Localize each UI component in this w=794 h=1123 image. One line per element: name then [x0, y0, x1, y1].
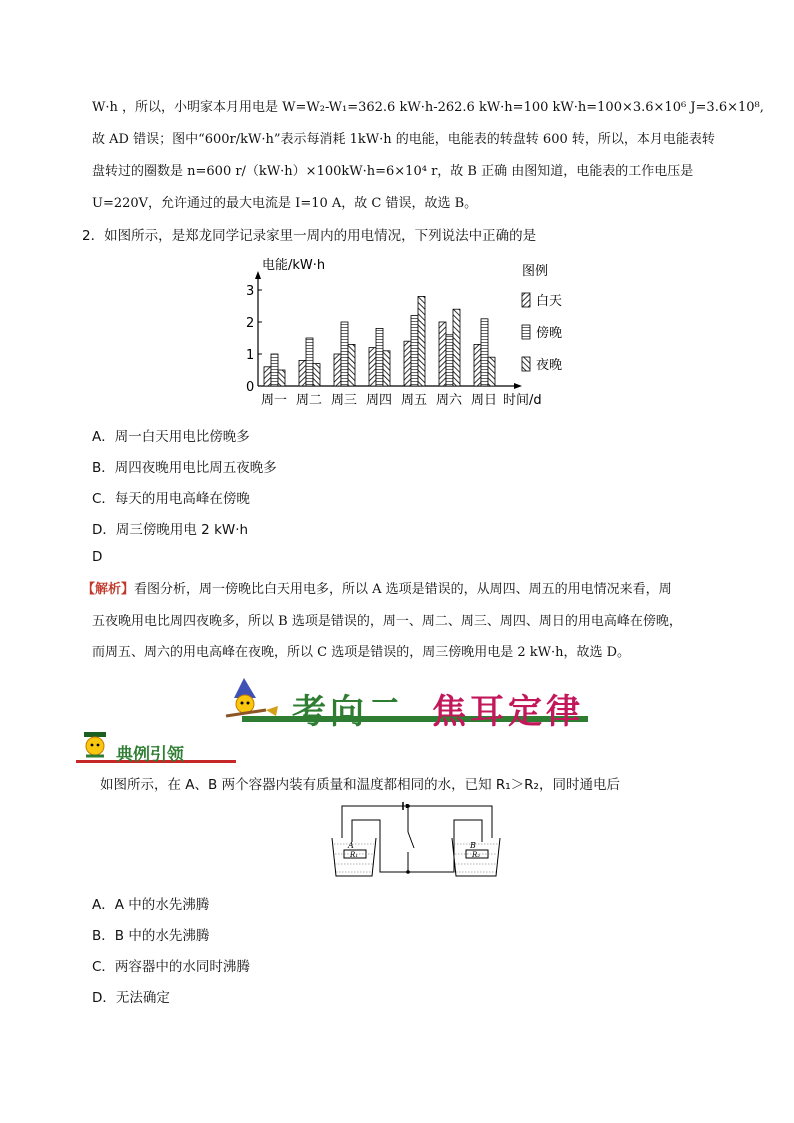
- q3-option-a[interactable]: A．A 中的水先沸腾: [92, 897, 210, 913]
- y-tick-label: 0: [246, 380, 255, 395]
- question-2-stem: 2．如图所示，是郑龙同学记录家里一周内的用电情况，下列说法中正确的是: [82, 228, 537, 244]
- wizard-mascot-icon: [226, 678, 278, 716]
- bar-周六-夜晚: [453, 309, 460, 386]
- q2-option-b[interactable]: B．周四夜晚用电比周五夜晚多: [92, 460, 277, 476]
- label-r2: R₂: [472, 851, 481, 859]
- legend-swatch-夜晚: [522, 357, 530, 371]
- x-tick-label: 周六: [436, 393, 463, 408]
- student-mascot-icon: [84, 732, 106, 756]
- solution-line-2: 故 AD 错误；图中“600r/kW·h”表示每消耗 1kW·h 的电能，电能表的转盘转 600 转，所以，本月电能表转: [92, 132, 715, 147]
- q2-option-a[interactable]: A．周一白天用电比傍晚多: [92, 429, 250, 445]
- bar-周三-夜晚: [348, 344, 355, 386]
- bar-周五-傍晚: [411, 316, 418, 386]
- circuit-outer-wire: [342, 806, 492, 838]
- bar-周三-傍晚: [341, 322, 348, 386]
- label-container-a: A: [348, 841, 354, 850]
- energy-bar-chart: [240, 255, 563, 415]
- legend-swatch-白天: [522, 293, 530, 307]
- bar-周日-傍晚: [481, 319, 488, 386]
- bar-周五-夜晚: [418, 296, 425, 386]
- badge-label-text: 典例引领: [116, 745, 184, 765]
- legend-swatch-傍晚: [522, 325, 530, 339]
- section-title-part1: 考向二: [292, 692, 406, 732]
- question-3-stem: 如图所示，在 A、B 两个容器内装有质量和温度都相同的水，已知 R₁＞R₂，同时通电后: [100, 777, 620, 793]
- bar-周日-夜晚: [488, 357, 495, 386]
- q2-answer: D: [92, 549, 103, 565]
- analysis-line-1: [82, 580, 672, 600]
- x-tick-label: 周四: [366, 393, 393, 408]
- bar-周六-白天: [439, 322, 446, 386]
- badge-label: [116, 740, 184, 765]
- bar-周四-夜晚: [383, 351, 390, 386]
- x-tick-label: 周二: [296, 393, 323, 408]
- analysis-line-3: 而周五、周六的用电高峰在夜晚，所以 C 选项是错误的，周三傍晚用电是 2 kW·h，故选 D。: [92, 645, 631, 660]
- legend-label-傍晚: 傍晚: [536, 326, 563, 341]
- q3-option-b[interactable]: B．B 中的水先沸腾: [92, 928, 210, 944]
- bar-周二-白天: [299, 360, 306, 386]
- y-axis-arrow: [255, 271, 261, 279]
- bar-周五-白天: [404, 341, 411, 386]
- legend-label-白天: 白天: [536, 294, 563, 309]
- switch-lever: [408, 832, 414, 848]
- q3-option-c[interactable]: C．两容器中的水同时沸腾: [92, 959, 250, 975]
- x-axis-arrow: [514, 383, 522, 389]
- bar-周二-夜晚: [313, 364, 320, 386]
- analysis-text-1: 看图分析，周一傍晚比白天用电多，所以 A 选项是错误的，从周四、周五的用电情况来看，周: [134, 582, 672, 597]
- bar-周六-傍晚: [446, 335, 453, 386]
- x-tick-label: 周五: [401, 393, 428, 408]
- solution-line-3: 盘转过的圈数是 n=600 r/（kW·h）×100kW·h=6×10⁴ r，故 B 正确 由图知道，电能表的工作电压是: [92, 164, 694, 179]
- y-tick-label: 1: [246, 348, 255, 363]
- legend-label-夜晚: 夜晚: [536, 358, 563, 373]
- q2-option-d[interactable]: D．周三傍晚用电 2 kW·h: [92, 522, 249, 538]
- analysis-tag: 【解析】: [82, 582, 135, 597]
- label-r1: R₁: [350, 851, 359, 859]
- bar-周一-傍晚: [271, 354, 278, 386]
- section-title-part2: 焦耳定律: [432, 692, 584, 732]
- y-tick-label: 3: [246, 284, 255, 299]
- circuit-diagram: [328, 802, 508, 882]
- x-axis-label: 时间/d: [503, 393, 542, 408]
- bar-周一-夜晚: [278, 370, 285, 386]
- analysis-line-2: 五夜晚用电比周四夜晚多，所以 B 选项是错误的，周一、周二、周三、周四、周日的用电高峰在傍晚，: [92, 614, 682, 629]
- label-container-b: B: [470, 841, 476, 850]
- x-tick-label: 周一: [261, 393, 288, 408]
- q3-option-d[interactable]: D．无法确定: [92, 990, 170, 1006]
- q2-option-c[interactable]: C．每天的用电高峰在傍晚: [92, 491, 250, 507]
- y-axis-label: 电能/kW·h: [262, 258, 326, 273]
- bar-周四-白天: [369, 348, 376, 386]
- section-title: [292, 684, 584, 733]
- legend-title: 图例: [522, 264, 549, 279]
- bar-周二-傍晚: [306, 338, 313, 386]
- solution-line-1: W·h ，所以，小明家本月用电是 W=W₂-W₁=362.6 kW·h-262.6 kW·h=100 kW·h=100×3.6×10⁶ J=3.6×10⁸,: [92, 100, 764, 115]
- bar-周三-白天: [334, 354, 341, 386]
- bar-周日-白天: [474, 344, 481, 386]
- bar-周一-白天: [264, 367, 271, 386]
- solution-line-4: U=220V，允许通过的最大电流是 I=10 A，故 C 错误，故选 B。: [92, 196, 478, 211]
- y-tick-label: 2: [246, 316, 255, 331]
- x-tick-label: 周三: [331, 393, 358, 408]
- bar-周四-傍晚: [376, 328, 383, 386]
- x-tick-label: 周日: [471, 393, 498, 408]
